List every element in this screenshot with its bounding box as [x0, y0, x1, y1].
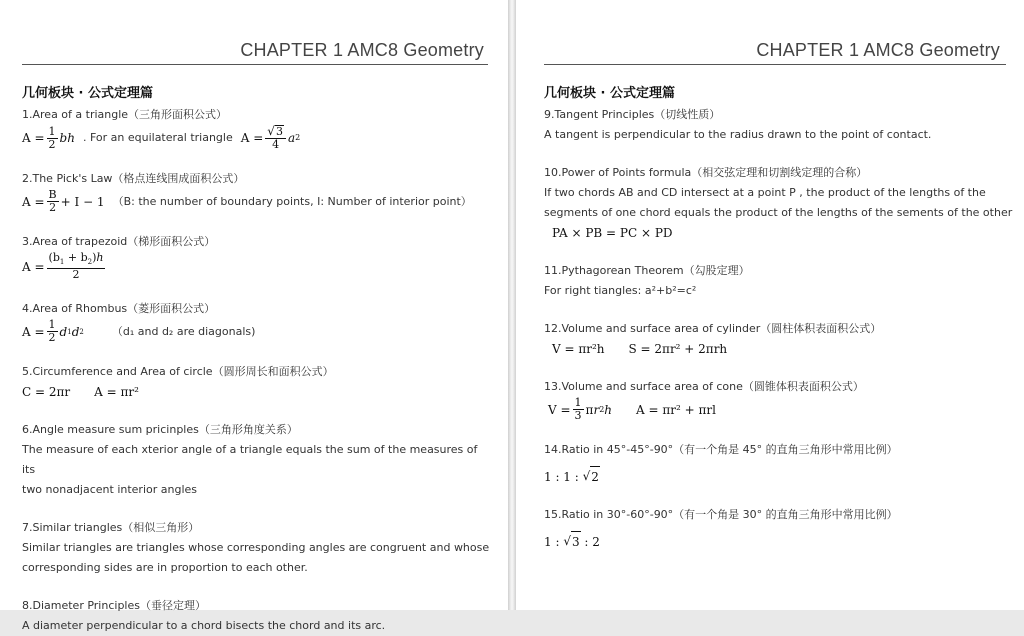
item-heading: 9.Tangent Principles（切线性质） [544, 108, 721, 121]
item-text: For right tiangles: a²+b²=c² [544, 284, 697, 297]
formula: 1 : √ 3 : 2 [544, 531, 1014, 552]
item-heading: 4.Area of Rhombus（菱形面积公式） [22, 302, 216, 316]
formula-note: . For an equilateral triangle [82, 131, 233, 144]
item-8 [22, 596, 492, 636]
left-page [0, 0, 508, 633]
surface-formula: S = 2πr² + 2πrh [628, 342, 728, 356]
item-heading: 3.Area of trapezoid（梯形面积公式） [22, 235, 216, 248]
item-heading: 11.Pythagorean Theorem（勾股定理） [544, 264, 750, 277]
formula: A = $\frac{1}{2}$ bh . For an equilateral triangle A = √ 3 4 a 2 [22, 124, 301, 151]
formula: A = $\frac{1}{2}$ d 1 d 2 （d₁ and d₂ are diagonals) [22, 318, 256, 345]
fraction: $\frac{B}{2}$ [48, 188, 57, 214]
item-heading: 13.Volume and surface area of cone（圆锥体积表面积公式） [544, 380, 864, 393]
item-5 [22, 362, 492, 402]
formula: PA × PB = PC × PD [552, 226, 673, 240]
fraction: $\frac{(b_1 + b_2)h}{2}$ [48, 251, 104, 282]
item-heading: 5.Circumference and Area of circle（圆形周长和面积公式） [22, 365, 334, 379]
fraction: $\frac{1}{3}$ [574, 396, 582, 422]
item-13 [544, 377, 1014, 422]
item-text: segments of one chord equals the product of the lengths of the sements of the other [544, 206, 1013, 219]
item-10 [544, 163, 1014, 243]
item-14 [544, 440, 1014, 487]
formula: 1 : 1 : √ 2 [544, 466, 1014, 487]
fraction: $\frac{1}{2}$ [48, 318, 56, 345]
item-9 [544, 105, 1014, 145]
area-formula: A = πr² [94, 385, 139, 400]
item-heading: 7.Similar triangles（相似三角形） [22, 521, 200, 535]
page-header: CHAPTER 1 AMC8 Geometry [240, 40, 484, 60]
formula: V = $\frac{1}{3}$ π r 2 h A = πr² + πrl [548, 396, 716, 422]
item-heading: 10.Power of Points formula（相交弦定理和切割线定理的合称） [544, 166, 868, 179]
item-text: Similar triangles are triangles whose corresponding angles are congruent and whose [22, 541, 490, 555]
item-text: A diameter perpendicular to a chord bisects the chord and its arc. [22, 619, 386, 633]
item-3 [22, 232, 492, 281]
fraction: $\frac{1}{2}$ [48, 124, 56, 151]
item-2 [22, 169, 492, 214]
item-12 [544, 319, 1014, 359]
formula: A = $\frac{(b_1 + b_2)h}{2}$ [22, 251, 104, 282]
item-1 [22, 105, 492, 151]
item-heading: 6.Angle measure sum pricinples（三角形角度关系） [22, 423, 298, 437]
surface-formula: A = πr² + πrl [636, 402, 716, 417]
formula: A = $\frac{B}{2}$ + I − 1 （B: the number of boundary points, I: Number of interior point） [22, 188, 472, 214]
item-4 [22, 299, 492, 344]
book-gutter [508, 0, 516, 610]
formula [552, 339, 1014, 359]
section-title: 几何板块 · 公式定理篇 [544, 86, 675, 101]
formula [22, 382, 492, 402]
page-header: CHAPTER 1 AMC8 Geometry [756, 40, 1000, 60]
item-text: A tangent is perpendicular to the radius drawn to the point of contact. [544, 128, 932, 141]
right-page [516, 0, 1024, 610]
circumference-formula: C = 2πr [22, 385, 71, 400]
header-rule [22, 64, 488, 65]
item-7 [22, 518, 492, 578]
section-title: 几何板块 · 公式定理篇 [22, 86, 153, 101]
right-content [544, 105, 1014, 552]
item-heading: 8.Diameter Principles（垂径定理） [22, 599, 206, 613]
header-rule [544, 64, 1006, 65]
item-text: If two chords AB and CD intersect at a point P , the product of the lengths of the [544, 186, 986, 199]
formula-note: （d₁ and d₂ are diagonals) [111, 324, 256, 338]
item-text: The measure of each xterior angle of a triangle equals the sum of the measures of its [22, 443, 478, 477]
item-6 [22, 420, 492, 500]
left-content [22, 105, 492, 636]
item-heading: 15.Ratio in 30°-60°-90°（有一个角是 30° 的直角三角形中常用比例） [544, 508, 898, 521]
item-heading: 12.Volume and surface area of cylinder（圆柱体积表面积公式） [544, 322, 882, 335]
item-11 [544, 261, 1014, 301]
item-15 [544, 505, 1014, 552]
item-heading: 1.Area of a triangle（三角形面积公式） [22, 108, 228, 121]
volume-formula: V = πr²h [552, 342, 605, 356]
item-heading: 14.Ratio in 45°-45°-90°（有一个角是 45° 的直角三角形中常用比例） [544, 443, 898, 456]
item-text: corresponding sides are in proportion to each other. [22, 561, 308, 575]
item-heading: 2.The Pick's Law（格点连线围成面积公式） [22, 172, 245, 185]
formula-note: （B: the number of boundary points, I: Number of interior point） [112, 194, 472, 208]
item-text: two nonadjacent interior angles [22, 483, 198, 497]
fraction: √ 3 4 [265, 125, 286, 151]
